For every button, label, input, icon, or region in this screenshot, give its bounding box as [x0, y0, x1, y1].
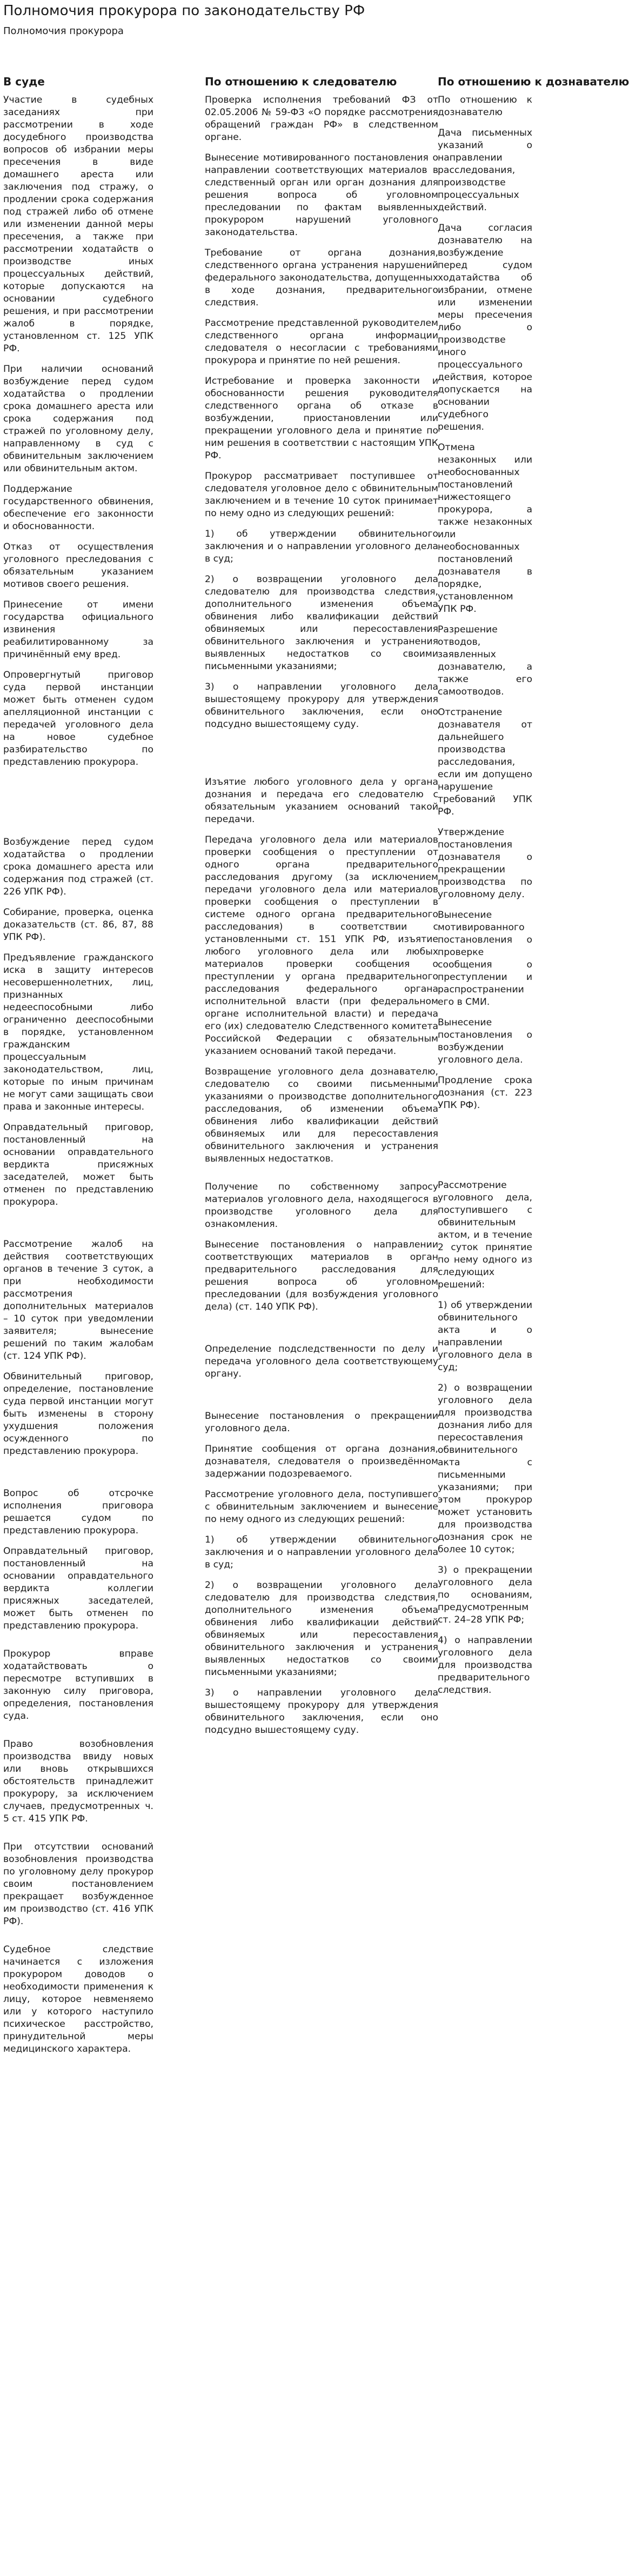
- inquiry-paragraph: Дача письменных указаний о направлении расследования, производстве процессуальных действий.: [438, 128, 532, 213]
- investigator-paragraph: Вынесение постановления о направлении соответствующих материалов в орган предварительного расследования для решения вопроса об уголовном преследовании (для возбуждения уголовного дела) (ст. 140 УПК РФ).: [205, 1239, 438, 1312]
- investigator-paragraph: 3) о направлении уголовного дела вышестоящему прокурору для утверждения обвинительного заключения, если оно подсудно вышестоящему суду.: [205, 682, 438, 730]
- inquiry-paragraph: Отстранение дознавателя от дальнейшего производства расследования, если им допущено нарушение требований УПК РФ.: [438, 707, 532, 817]
- court-paragraph: Прокурор вправе ходатайствовать о пересмотре вступивших в законную силу приговора, определения, постановления суда.: [3, 1649, 153, 1721]
- court-paragraph: Принесение от имени государства официального извинения реабилитированному за причинённый ему вред.: [3, 599, 153, 660]
- court-paragraph: Отказ от осуществления уголовного преследования с обязательным указанием мотивов своего решения.: [3, 542, 153, 590]
- inquiry-paragraph: Вынесение постановления о возбуждении уголовного дела.: [438, 1017, 532, 1065]
- court-paragraph: Участие в судебных заседаниях при рассмотрении в ходе досудебного производства вопросов об избрании меры пресечения в виде домашнего ареста или заключения под стражу, о продлении срока содержания под стражей либо об отмене или изменении данной меры пресечения, а также при рассмотрении ходатайств о производстве иных процессуальных действий, которые допускаются на основании судебного решения, и при рассмотрении жалоб в порядке, установленном ст. 125 УПК РФ.: [3, 95, 153, 354]
- court-paragraph: Собирание, проверка, оценка доказательств (ст. 86, 87, 88 УПК РФ).: [3, 907, 153, 943]
- investigator-paragraph: Рассмотрение уголовного дела, поступившего с обвинительным заключением и вынесение по нему одного из следующих решений:: [205, 1489, 438, 1525]
- court-paragraph: При наличии оснований возбуждение перед судом ходатайства о продлении срока домашнего ареста или срока содержания под стражей по уголовному делу, направленному в суд с обвинительным заключением или обвинительным актом.: [3, 364, 153, 474]
- investigator-paragraph: Определение подследственности по делу и передача уголовного дела соответствующему органу.: [205, 1344, 438, 1379]
- investigator-paragraph: Вынесение мотивированного постановления о направлении соответствующих материалов в следственный орган или орган дознания для решения вопроса об уголовном преследовании по фактам выявленных прокурором нарушений уголовного законодательства.: [205, 152, 438, 238]
- investigator-powers-column: [205, 94, 438, 1745]
- court-paragraph: Оправдательный приговор, постановленный на основании оправдательного вердикта коллегии присяжных заседателей, может быть отменен по представлению прокурора.: [3, 1546, 153, 1631]
- inquiry-paragraph: 2) о возвращении уголовного дела для производства дознания либо для пересоставления обвинительного акта с письменными указаниями; при этом прокурор может установить для производства дознания срок не более 10 суток;: [438, 1383, 532, 1555]
- inquiry-paragraph: Продление срока дознания (ст. 223 УПК РФ).: [438, 1075, 532, 1111]
- investigator-paragraph: Принятие сообщения от органа дознания, дознавателя, следователя о произведённом задержании подозреваемого.: [205, 1444, 438, 1479]
- investigator-paragraph: Передача уголовного дела или материалов проверки сообщения о преступлении от одного органа предварительного расследования другому (за исключением передачи уголовного дела или материалов проверки сообщения о преступлении в системе одного органа предварительного расследования) в соответствии с установленными ст. 151 УПК РФ, изъятие любого уголовного дела или любых материалов проверки сообщения о преступлении у органа предварительного расследования федерального органа исполнительной власти (при федеральном органе исполнительной власти) и передача его (их) следователю Следственного комитета Российской Федерации с обязательным указанием оснований такой передачи.: [205, 835, 438, 1057]
- investigator-paragraph: Прокурор рассматривает поступившее от следователя уголовное дело с обвинительным заключением и в течение 10 суток принимает по нему одно из следующих решений:: [205, 471, 438, 519]
- court-paragraph: Право возобновления производства ввиду новых или вновь открывшихся обстоятельств принадлежит прокурору, за исключением случаев, предусмотренных ч. 5 ст. 415 УПК РФ.: [3, 1739, 153, 1824]
- court-paragraph: Опровергнутый приговор суда первой инстанции может быть отменен судом апелляционной инстанции с передачей уголовного дела на новое судебное разбирательство по представлению прокурора.: [3, 670, 153, 768]
- page-title: Полномочия прокурора по законодательству РФ: [3, 3, 365, 19]
- investigator-paragraph: Возвращение уголовного дела дознавателю, следователю со своими письменными указаниями о производстве дополнительного расследования, об изменении объема обвинения либо квалификации действий обвиняемых или для пересоставления обвинительного заключения и устранения выявленных недостатков.: [205, 1066, 438, 1164]
- court-paragraph: Предъявление гражданского иска в защиту интересов несовершеннолетних, лиц, признанных недееспособными либо ограниченно дееспособными в порядке, установленном гражданским процессуальным законодательством, лиц, которые по иным причинам не могут сами защищать свои права и законные интересы.: [3, 952, 153, 1112]
- inquiry-paragraph: Рассмотрение уголовного дела, поступившего с обвинительным актом, и в течение 2 суток принятие по нему одного из следующих решений:: [438, 1180, 532, 1290]
- inquiry-paragraph: Разрешение отводов, заявленных дознавателю, а также его самоотводов.: [438, 624, 532, 697]
- court-paragraph: Обвинительный приговор, определение, постановление суда первой инстанции могут быть изменены в сторону ухудшения положения осужденного по представлению прокурора.: [3, 1371, 153, 1457]
- inquiry-paragraph: Отмена незаконных или необоснованных постановлений нижестоящего прокурора, а также незаконных или необоснованных постановлений дознавателя в порядке, установленном УПК РФ.: [438, 442, 532, 615]
- inquiry-powers-column: [438, 94, 532, 1705]
- page-subtitle: Полномочия прокурора: [3, 25, 124, 37]
- investigator-paragraph: 1) об утверждении обвинительного заключения и о направлении уголовного дела в суд;: [205, 529, 438, 564]
- inquiry-paragraph: Дача согласия дознавателю на возбуждение перед судом ходатайства об избрании, отмене или изменении меры пресечения либо о производстве иного процессуального действия, которое допускается на основании судебного решения.: [438, 223, 532, 432]
- column-header-inquiry: По отношению к дознавателю: [438, 75, 629, 88]
- inquiry-paragraph: Утверждение постановления дознавателя о прекращении производства по уголовному делу.: [438, 827, 532, 900]
- court-paragraph: Судебное следствие начинается с изложения прокурором доводов о необходимости применения к лицу, которое невменяемо или у которого наступило психическое расстройство, принудительной меры медицинского характера.: [3, 1944, 153, 2054]
- investigator-paragraph: Получение по собственному запросу материалов уголовного дела, находящегося в производстве уголовного дела для ознакомления.: [205, 1182, 438, 1230]
- inquiry-paragraph: Вынесение мотивированного постановления о проверке сообщения о преступлении и распространении его в СМИ.: [438, 910, 532, 1007]
- inquiry-paragraph: 3) о прекращении уголовного дела по основаниям, предусмотренным ст. 24–28 УПК РФ;: [438, 1565, 532, 1625]
- court-paragraph: Возбуждение перед судом ходатайства о продлении срока домашнего ареста или содержания под стражей (ст. 226 УПК РФ).: [3, 837, 153, 897]
- column-header-court: В суде: [3, 75, 45, 88]
- investigator-paragraph: 2) о возвращении уголовного дела следователю для производства следствия, дополнительного изменения объема обвинения либо квалификации действий обвиняемых или пересоставления обвинительного заключения и устранения выявленных недостатков со своими письменными указаниями;: [205, 1580, 438, 1678]
- court-paragraph: Вопрос об отсрочке исполнения приговора решается судом по представлению прокурора.: [3, 1488, 153, 1536]
- investigator-paragraph: 1) об утверждении обвинительного заключения и о направлении уголовного дела в суд;: [205, 1534, 438, 1570]
- investigator-paragraph: 3) о направлении уголовного дела вышестоящему прокурору для утверждения обвинительного заключения, если оно подсудно вышестоящему суду.: [205, 1687, 438, 1736]
- investigator-paragraph: Изъятие любого уголовного дела у органа дознания и передача его следователю с обязательным указанием оснований такой передачи.: [205, 777, 438, 825]
- investigator-paragraph: Вынесение постановления о прекращении уголовного дела.: [205, 1411, 438, 1434]
- inquiry-paragraph: 1) об утверждении обвинительного акта и о направлении уголовного дела в суд;: [438, 1300, 532, 1373]
- court-paragraph: При отсутствии оснований возобновления производства по уголовному делу прокурор своим постановлением прекращает возбужденное им производство (ст. 416 УПК РФ).: [3, 1841, 153, 1927]
- inquiry-paragraph: 4) о направлении уголовного дела для производства предварительного следствия.: [438, 1635, 532, 1696]
- investigator-paragraph: Рассмотрение представленной руководителем следственного органа информации следователя о несогласии с требованиями прокурора и принятие по ней решения.: [205, 318, 438, 366]
- court-paragraph: Оправдательный приговор, постановленный на основании оправдательного вердикта присяжных заседателей, может быть отменен по представлению прокурора.: [3, 1122, 153, 1207]
- investigator-paragraph: 2) о возвращении уголовного дела следователю для производства следствия, дополнительного изменения объема обвинения либо квалификации действий обвиняемых или пересоставления обвинительного заключения и устранения выявленных недостатков со своими письменными указаниями;: [205, 574, 438, 672]
- column-header-investigator: По отношению к следователю: [205, 75, 397, 88]
- court-powers-column: [3, 94, 153, 2064]
- investigator-paragraph: Проверка исполнения требований ФЗ от 02.05.2006 № 59-ФЗ «О порядке рассмотрения обращений граждан РФ» в следственном органе.: [205, 95, 438, 143]
- court-paragraph: Поддержание государственного обвинения, обеспечение его законности и обоснованности.: [3, 484, 153, 532]
- investigator-paragraph: Истребование и проверка законности и обоснованности решения руководителя следственного органа об отказе в возбуждении, приостановлении или прекращении уголовного дела и принятие по ним решения в соответствии с настоящим УПК РФ.: [205, 376, 438, 461]
- inquiry-paragraph: По отношению к дознавателю: [438, 95, 532, 118]
- court-paragraph: Рассмотрение жалоб на действия соответствующих органов в течение 3 суток, а при необходимости рассмотрения дополнительных материалов – 10 суток при уведомлении заявителя; вынесение решений по таким жалобам (ст. 124 УПК РФ).: [3, 1239, 153, 1362]
- investigator-paragraph: Требование от органа дознания, следственного органа устранения нарушений федерального законодательства, допущенных в ходе дознания, предварительного следствия.: [205, 248, 438, 308]
